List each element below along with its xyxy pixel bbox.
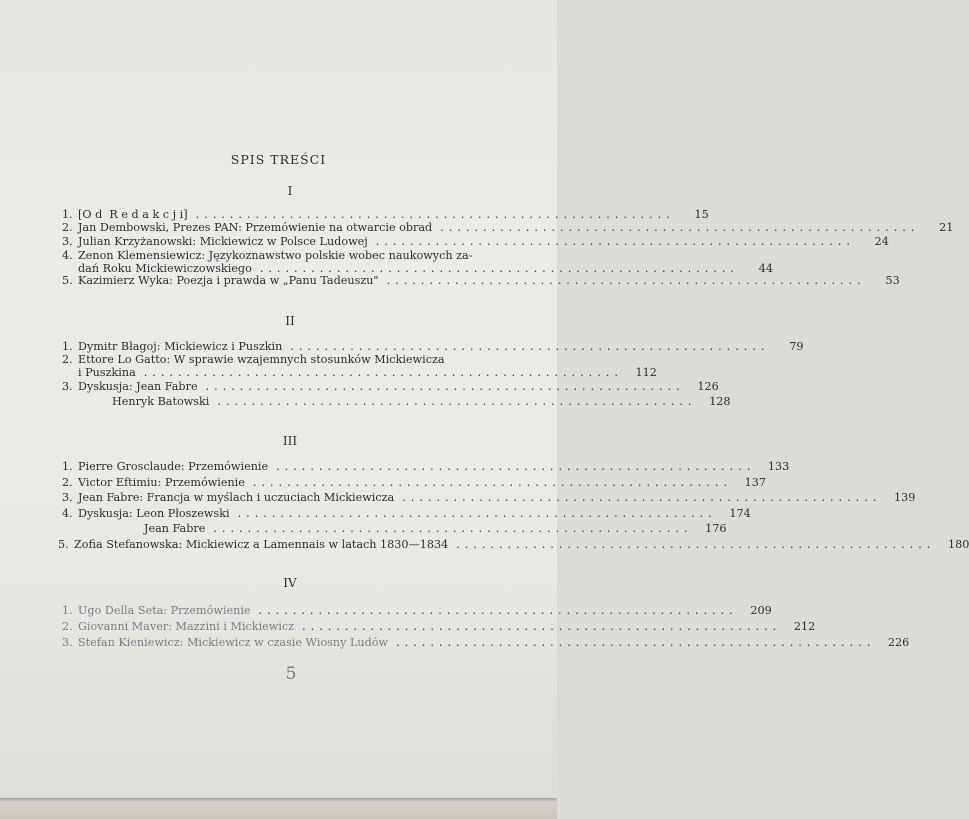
- entry-title: Jean Fabre: [144, 522, 206, 535]
- dot-leader: ........................................................: [440, 221, 920, 234]
- page-folio-number: 5: [285, 664, 297, 684]
- toc-entry: [62, 604, 772, 617]
- entry-number: 3.: [62, 380, 73, 393]
- dot-leader: ........................................................: [258, 604, 738, 617]
- entry-page-number: 226: [887, 636, 910, 649]
- entry-title-continued: i Puszkina: [78, 366, 136, 379]
- entry-number: 1.: [62, 460, 73, 473]
- dot-leader: ........................................................: [217, 395, 697, 408]
- dot-leader: ........................................................: [143, 366, 623, 379]
- entry-title: Julian Krzyżanowski: Mickiewicz w Polsce Ludowej: [78, 235, 368, 248]
- entry-page-number: 44: [758, 262, 773, 275]
- entry-number: 1.: [62, 604, 73, 617]
- section-heading-ii: II: [285, 314, 295, 328]
- entry-title: Pierre Grosclaude: Przemówienie: [78, 460, 269, 473]
- entry-number: 4.: [62, 249, 73, 262]
- section-heading-i: I: [287, 184, 293, 198]
- entry-title: Dymitr Błagoj: Mickiewicz i Puszkin: [78, 340, 283, 353]
- entry-page-number: 139: [894, 491, 916, 504]
- entry-page-number: 174: [729, 507, 751, 520]
- entry-page-number: 137: [744, 476, 767, 489]
- toc-entry: [62, 476, 767, 489]
- toc-entry: [62, 274, 900, 287]
- entry-number: 2.: [62, 353, 73, 366]
- entry-title: Zofia Stefanowska: Mickiewicz a Lamennais w latach 1830—1834: [74, 538, 449, 551]
- dot-leader: ........................................................: [237, 507, 717, 520]
- entry-page-number: 176: [705, 522, 727, 535]
- toc-entry: [112, 395, 731, 408]
- entry-title-continued: dań Roku Mickiewiczowskiego: [78, 262, 252, 275]
- entry-page-number: 24: [874, 235, 889, 248]
- dot-leader: ........................................................: [290, 340, 770, 353]
- entry-title: Ugo Della Seta: Przemówienie: [78, 604, 251, 617]
- entry-number: 2.: [62, 620, 73, 633]
- toc-entry: [62, 636, 910, 649]
- toc-entry: [144, 522, 727, 535]
- toc-entry: [62, 507, 751, 520]
- entry-page-number: 79: [789, 340, 804, 353]
- entry-number: 1.: [62, 340, 73, 353]
- entry-page-number: 126: [697, 380, 719, 393]
- toc-entry: [62, 380, 719, 393]
- dot-leader: ........................................................: [252, 476, 733, 489]
- entry-title: [O d R e d a k c j i]: [78, 208, 188, 221]
- entry-page-number: 21: [939, 221, 954, 234]
- dot-leader: ........................................................: [402, 491, 882, 504]
- entry-title: Kazimierz Wyka: Poezja i prawda w „Panu Tadeuszu": [78, 274, 379, 287]
- dot-leader: ........................................................: [276, 460, 756, 473]
- entry-number: 5.: [58, 538, 69, 551]
- entry-title: Jan Dembowski, Prezes PAN: Przemówienie na otwarcie obrad: [78, 221, 433, 234]
- entry-number: 2.: [62, 476, 73, 489]
- dot-leader: ........................................................: [195, 208, 675, 221]
- toc-entry: [62, 249, 773, 275]
- entry-page-number: 112: [635, 366, 657, 379]
- toc-entry: [62, 208, 709, 221]
- page-bottom-edge: [0, 798, 557, 819]
- section-heading-iii: III: [282, 434, 298, 448]
- entry-page-number: 53: [885, 274, 900, 287]
- entry-number: 4.: [62, 507, 73, 520]
- entry-page-number: 180: [947, 538, 969, 551]
- toc-entry: [62, 340, 804, 353]
- entry-number: 2.: [62, 221, 73, 234]
- dot-leader: ........................................................: [302, 620, 782, 633]
- entry-title: Zenon Klemensiewicz: Językoznawstwo polskie wobec naukowych za-: [78, 249, 473, 262]
- entry-page-number: 209: [750, 604, 772, 617]
- toc-entry: [62, 221, 954, 234]
- section-heading-iv: IV: [283, 576, 297, 590]
- entry-title: Dyskusja: Leon Płoszewski: [78, 507, 230, 520]
- dot-leader: ........................................................: [259, 262, 739, 275]
- dot-leader: ........................................................: [386, 274, 866, 287]
- entry-page-number: 128: [709, 395, 731, 408]
- toc-entry: [58, 538, 969, 551]
- entry-page-number: 133: [767, 460, 790, 473]
- entry-title: Stefan Kieniewicz: Mickiewicz w czasie Wiosny Ludów: [78, 636, 389, 649]
- toc-entry: [62, 460, 790, 473]
- entry-title: Jean Fabre: Francja w myślach i uczuciach Mickiewicza: [78, 491, 395, 504]
- toc-entry: [62, 235, 889, 248]
- entry-title: Victor Eftimiu: Przemówienie: [78, 476, 245, 489]
- dot-leader: ........................................................: [375, 235, 855, 248]
- entry-number: 3.: [62, 636, 73, 649]
- entry-number: 5.: [62, 274, 73, 287]
- entry-title: Ettore Lo Gatto: W sprawie wzajemnych stosunków Mickiewicza: [78, 353, 445, 366]
- dot-leader: ........................................................: [396, 636, 876, 649]
- entry-title: Dyskusja: Jean Fabre: [78, 380, 198, 393]
- page-title: SPIS TREŚCI: [230, 152, 327, 167]
- entry-page-number: 212: [793, 620, 816, 633]
- entry-title: Giovanni Maver: Mazzini i Mickiewicz: [78, 620, 295, 633]
- entry-number: 3.: [62, 491, 73, 504]
- entry-title: Henryk Batowski: [112, 395, 210, 408]
- dot-leader: ........................................................: [205, 380, 685, 393]
- dot-leader: ........................................................: [213, 522, 693, 535]
- toc-entry: [62, 620, 816, 633]
- entry-page-number: 15: [694, 208, 709, 221]
- toc-entry: [62, 353, 657, 379]
- toc-entry: [62, 491, 916, 504]
- entry-number: 1.: [62, 208, 73, 221]
- dot-leader: ........................................................: [456, 538, 936, 551]
- entry-number: 3.: [62, 235, 73, 248]
